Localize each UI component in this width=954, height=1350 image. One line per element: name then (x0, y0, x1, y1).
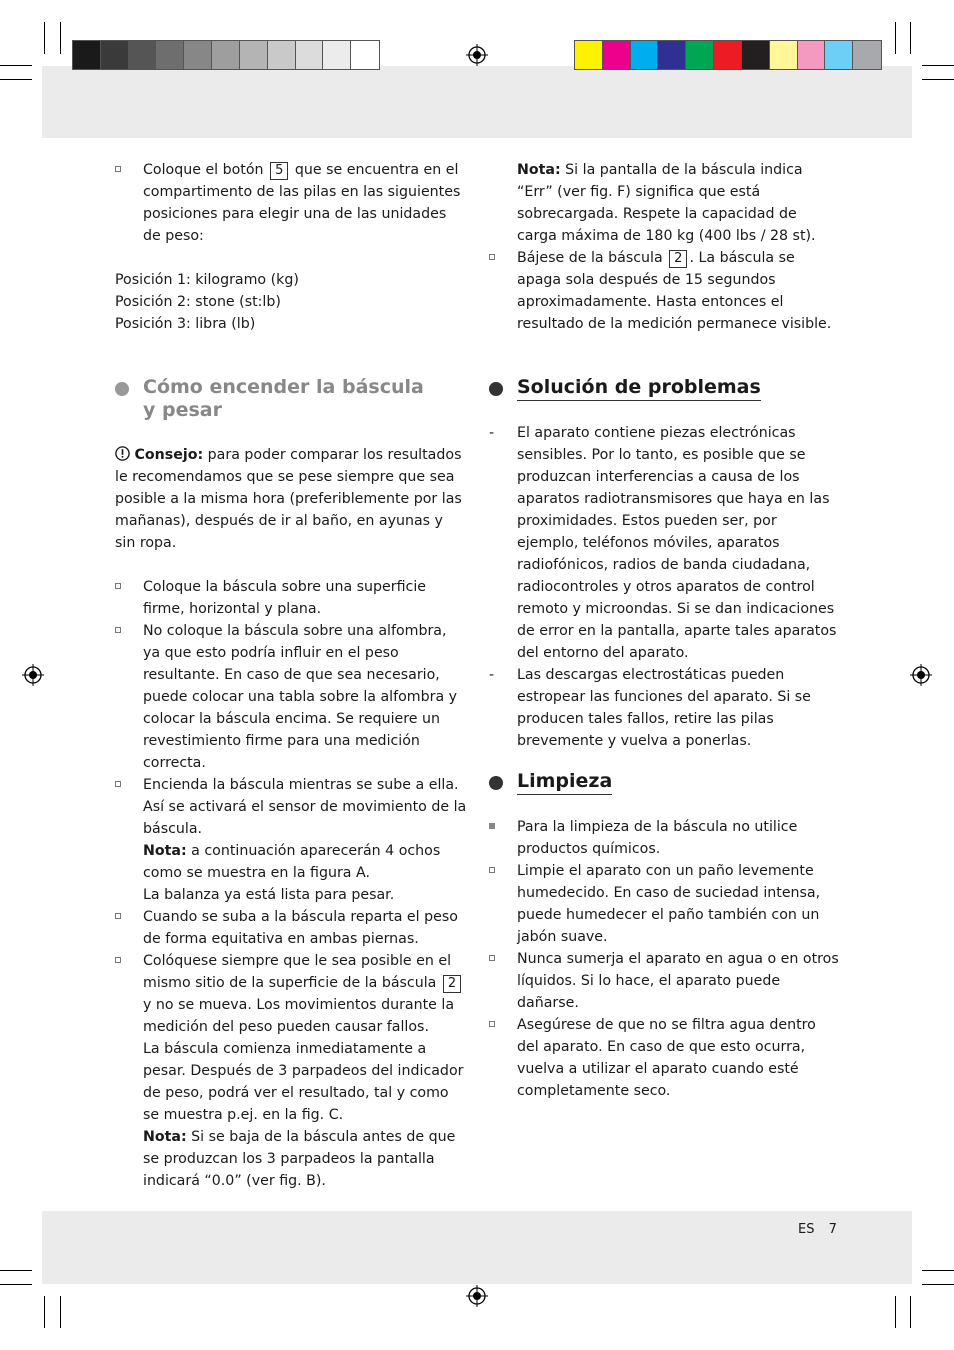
troubleshooting-list (489, 422, 841, 752)
registration-mark-icon (466, 1285, 488, 1307)
checkbox-bullet-icon (115, 781, 121, 787)
heading-line: Cómo encender la báscula (143, 376, 424, 398)
list-item (489, 664, 841, 752)
list-item (489, 247, 841, 335)
note-label: Nota: (517, 162, 561, 178)
note-paragraph (489, 159, 841, 247)
page-number: 7 (828, 1222, 837, 1237)
left-steps (115, 444, 467, 1192)
item-text: Bájese de la báscula (517, 250, 663, 266)
color-swatch (296, 41, 324, 69)
list-item (115, 620, 467, 774)
item-text: y no se mueva. Los movimientos durante la medición del peso pueden causar fallos. (143, 997, 455, 1035)
checkbox-bullet-icon (115, 166, 121, 172)
heading-text: Solución de problemas (517, 376, 761, 401)
right-top (489, 159, 841, 335)
position-line: Posición 1: kilogramo (kg) (115, 272, 299, 288)
list-item (115, 576, 467, 620)
list-item (489, 422, 841, 664)
item-text: Para la limpieza de la báscula no utilice productos químicos. (517, 819, 798, 857)
heading-line: y pesar (143, 399, 222, 421)
section-heading-cleaning (489, 770, 612, 795)
color-swatch (101, 41, 129, 69)
language-code: ES (798, 1222, 815, 1237)
item-text: Las descargas electrostáticas pueden estropear las funciones del aparato. Si se producen tales fallos, retire las pilas brevemente y vuelva a ponerlas. (517, 667, 811, 749)
note-text: Si se baja de la báscula antes de que se produzcan los 3 parpadeos la pantalla indicará “0.0” (ver fig. B). (143, 1129, 456, 1189)
bullet-dot-icon (115, 382, 129, 396)
color-swatch (212, 41, 240, 69)
color-swatch (268, 41, 296, 69)
item-text: No coloque la báscula sobre una alfombra, ya que esto podría influir en el peso resultante. En caso de que sea necesario, puede colocar una tabla sobre la alfombra y colocar la báscula encima. Se requiere un revestimiento firme para una medición correcta. (143, 623, 458, 771)
checkbox-bullet-icon (115, 583, 121, 589)
position-line: Posición 3: libra (lb) (115, 316, 256, 332)
checkbox-bullet-icon (115, 913, 121, 919)
color-swatch (129, 41, 157, 69)
crop-mark (44, 1296, 45, 1328)
registration-mark-icon (22, 664, 44, 686)
left-intro (115, 159, 467, 335)
item-text: Colóquese siempre que le sea posible en el mismo sitio de la superficie de la báscula (143, 953, 452, 991)
part-number-box: 2 (669, 250, 687, 268)
crop-mark (0, 1270, 32, 1271)
crop-mark (60, 1296, 61, 1328)
item-text: . La báscula se apaga sola después de 15 segundos aproximadamente. Hasta entonces el resultado de la medición permanece visible. (517, 250, 832, 332)
list-item (115, 906, 467, 950)
note-text: a continuación aparecerán 4 ochos como se muestra en la figura A. (143, 843, 441, 881)
list-item (115, 159, 467, 247)
crop-mark (60, 22, 61, 54)
warning-exclamation-icon (115, 446, 130, 461)
color-swatch (742, 41, 770, 69)
page-footer (798, 1222, 837, 1237)
crop-mark (0, 1284, 32, 1285)
crop-mark (910, 1296, 911, 1328)
part-number-box: 2 (443, 975, 461, 993)
cleaning-list (489, 816, 841, 1102)
color-swatch (686, 41, 714, 69)
tip-text: para poder comparar los resultados le recomendamos que se pese siempre que sea posible a la misma hora (preferiblemente por las mañanas), después de ir al baño, en ayunas y sin ropa. (115, 447, 462, 551)
color-swatch (73, 41, 101, 69)
note-label: Nota: (143, 843, 187, 859)
color-swatch (770, 41, 798, 69)
color-swatch (156, 41, 184, 69)
list-item (115, 950, 467, 1192)
list-item (489, 860, 841, 948)
color-swatch (575, 41, 603, 69)
registration-mark-icon (910, 664, 932, 686)
checkbox-bullet-icon (115, 957, 121, 963)
color-swatch (798, 41, 826, 69)
bullet-dot-icon (489, 776, 503, 790)
color-swatch (853, 41, 881, 69)
list-item (489, 1014, 841, 1102)
color-swatch-bar (574, 40, 882, 70)
dash-bullet: - (489, 667, 495, 683)
crop-mark (922, 1270, 954, 1271)
item-text: Coloque el botón (143, 162, 264, 178)
bullet-dot-icon (489, 382, 503, 396)
note-label: Nota: (143, 1129, 187, 1145)
color-swatch (351, 41, 379, 69)
item-text: La báscula comienza inmediatamente a pesar. Después de 3 parpadeos del indicador de peso, podrá ver el resultado, tal y como se muestra p.ej. en la fig. C. (143, 1041, 464, 1123)
section-heading-weighing (115, 376, 424, 422)
color-swatch (323, 41, 351, 69)
crop-mark (922, 1284, 954, 1285)
item-text: Coloque la báscula sobre una superficie firme, horizontal y plana. (143, 579, 427, 617)
color-swatch (714, 41, 742, 69)
checkbox-bullet-icon (115, 627, 121, 633)
item-text: Nunca sumerja el aparato en agua o en otros líquidos. Si lo hace, el aparato puede dañarse. (517, 951, 839, 1011)
color-swatch (658, 41, 686, 69)
section-heading-troubleshooting (489, 376, 761, 401)
list-item (489, 816, 841, 860)
tip-paragraph (115, 444, 467, 554)
checkbox-bullet-icon (489, 955, 495, 961)
item-text: Limpie el aparato con un paño levemente humedecido. En caso de suciedad intensa, puede humedecer el paño también con un jabón suave. (517, 863, 821, 945)
checkbox-bullet-icon (489, 1021, 495, 1027)
crop-mark (910, 22, 911, 54)
note-text: Si la pantalla de la báscula indica “Err” (ver fig. F) significa que está sobrecargada. Respete la capacidad de carga máxima de 180 kg (400 lbs / 28 st). (517, 162, 816, 244)
item-text: La balanza ya está lista para pesar. (143, 887, 395, 903)
top-band (42, 66, 912, 138)
checkbox-bullet-icon (489, 254, 495, 260)
checkbox-bullet-icon (489, 867, 495, 873)
list-item (115, 774, 467, 906)
crop-mark (895, 1296, 896, 1328)
color-swatch (184, 41, 212, 69)
item-text: Encienda la báscula mientras se sube a ella. Así se activará el sensor de movimiento de la báscula. (143, 777, 467, 837)
item-text: El aparato contiene piezas electrónicas sensibles. Por lo tanto, es posible que se produzcan interferencias a causa de los aparatos radiotransmisores que haya en las proximidades. Estos pueden ser, por ejemplo, teléfonos móviles, aparatos radiofónicos, radios de banda ciudadana, radiocontroles y otros aparatos de control remoto y microondas. Si se dan indicaciones de error en la pantalla, aparte tales aparatos del entorno del aparato. (517, 425, 837, 661)
dash-bullet: - (489, 425, 495, 441)
color-swatch (825, 41, 853, 69)
color-swatch (240, 41, 268, 69)
registration-mark-icon (466, 44, 488, 66)
list-item (489, 948, 841, 1014)
warning-square-bullet-icon (489, 823, 495, 829)
crop-mark (44, 22, 45, 54)
position-line: Posición 2: stone (st:lb) (115, 294, 281, 310)
crop-mark (0, 79, 32, 80)
gray-swatch-bar (72, 40, 380, 70)
item-text: Asegúrese de que no se filtra agua dentro del aparato. En caso de que esto ocurra, vuelva a utilizar el aparato cuando esté completamente seco. (517, 1017, 816, 1099)
item-text: que se encuentra en el compartimento de las pilas en las siguientes posiciones para elegir una de las unidades de peso: (143, 162, 461, 244)
heading-text: Limpieza (517, 770, 612, 795)
bottom-band (42, 1211, 912, 1284)
part-number-box: 5 (270, 162, 288, 180)
crop-mark (0, 65, 32, 66)
crop-mark (922, 65, 954, 66)
crop-mark (922, 79, 954, 80)
color-swatch (631, 41, 659, 69)
item-text: Cuando se suba a la báscula reparta el peso de forma equitativa en ambas piernas. (143, 909, 458, 947)
tip-label: Consejo: (134, 447, 204, 463)
color-swatch (603, 41, 631, 69)
crop-mark (895, 22, 896, 54)
